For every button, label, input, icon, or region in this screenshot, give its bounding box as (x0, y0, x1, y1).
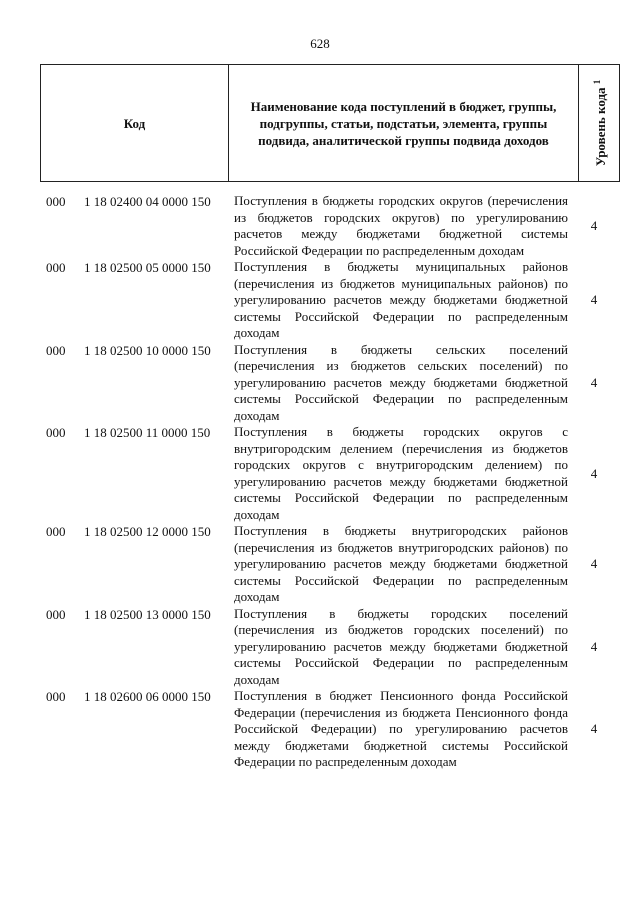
row-level: 4 (590, 374, 598, 390)
row-prefix: 000 (46, 194, 66, 209)
row-prefix: 000 (46, 606, 66, 622)
table-row (40, 424, 620, 523)
row-code: 1 18 02500 10 0000 150 (84, 342, 211, 358)
table-row (40, 606, 620, 689)
table-body (40, 193, 620, 771)
header-level-cell (579, 65, 619, 181)
row-name: Поступления в бюджет Пенсионного фонда Российской Федерации (перечисления из бюджета Пенсионного фонда Российской Федерации) по урегулированию расчетов между бюджетами бюджетной системы Российской Федерации по распределенным доходам (234, 688, 568, 769)
row-name: Поступления в бюджеты сельских поселений (перечисления из бюджетов сельских поселений) по урегулированию расчетов между бюджетами бюджетной системы Российской Федерации по распределенным доходам (234, 341, 568, 423)
row-level: 4 (590, 556, 598, 572)
row-level: 4 (590, 721, 598, 737)
table-row (40, 193, 620, 259)
table-row (40, 688, 620, 771)
table-row (40, 523, 620, 606)
row-level: 4 (590, 292, 598, 308)
row-level: 4 (590, 218, 598, 233)
row-prefix: 000 (46, 689, 66, 704)
header-name: Наименование кода поступлений в бюджет, группы, подгруппы, статьи, подстатьи, элемента, группы подвида, аналитической группы подвида доходов (229, 65, 579, 181)
row-prefix: 000 (46, 342, 66, 358)
row-prefix: 000 (46, 260, 66, 275)
row-prefix: 000 (46, 425, 66, 440)
row-code: 1 18 02500 11 0000 150 (84, 425, 211, 440)
header-level-footnote: 1 (591, 79, 602, 85)
page-number: 628 (310, 36, 330, 51)
header-code: Код (41, 65, 229, 181)
row-level: 4 (590, 638, 598, 654)
row-code: 1 18 02500 12 0000 150 (84, 524, 211, 539)
row-level: 4 (590, 465, 598, 481)
row-name: Поступления в бюджеты городских поселений (перечисления из бюджетов городских поселений) по урегулированию расчетов между бюджетами бюджетной системы Российской Федерации по распределенным доходам (234, 605, 568, 687)
table-row (40, 342, 620, 425)
table-row (40, 259, 620, 342)
row-name: Поступления в бюджеты муниципальных районов (перечисления из бюджетов муниципальных районов) по урегулированию расчетов между бюджетами бюджетной системы Российской Федерации по распределенным доходам (234, 259, 568, 340)
row-prefix: 000 (46, 524, 66, 539)
row-code: 1 18 02500 13 0000 150 (84, 606, 211, 622)
table-header (40, 64, 620, 182)
row-code: 1 18 02500 05 0000 150 (84, 260, 211, 275)
row-name: Поступления в бюджеты городских округов с внутригородским делением (перечисления из бюджетов городских округов с внутригородским делением) по урегулированию расчетов между бюджетами бюджетной системы Российской Федерации по распределенным доходам (234, 424, 568, 522)
row-name: Поступления в бюджеты внутригородских районов (перечисления из бюджетов внутригородских районов) по урегулированию расчетов между бюджетами бюджетной системы Российской Федерации по распределенным доходам (234, 523, 568, 604)
header-level-label (589, 80, 609, 167)
row-name: Поступления в бюджеты городских округов (перечисления из бюджетов городских округов) по урегулированию расчетов между бюджетами бюджетной системы Российской Федерации по распределенным доходам (234, 193, 568, 258)
row-code: 1 18 02400 04 0000 150 (84, 194, 211, 209)
header-level-text: Уровень кода (593, 87, 609, 167)
row-code: 1 18 02600 06 0000 150 (84, 689, 211, 704)
